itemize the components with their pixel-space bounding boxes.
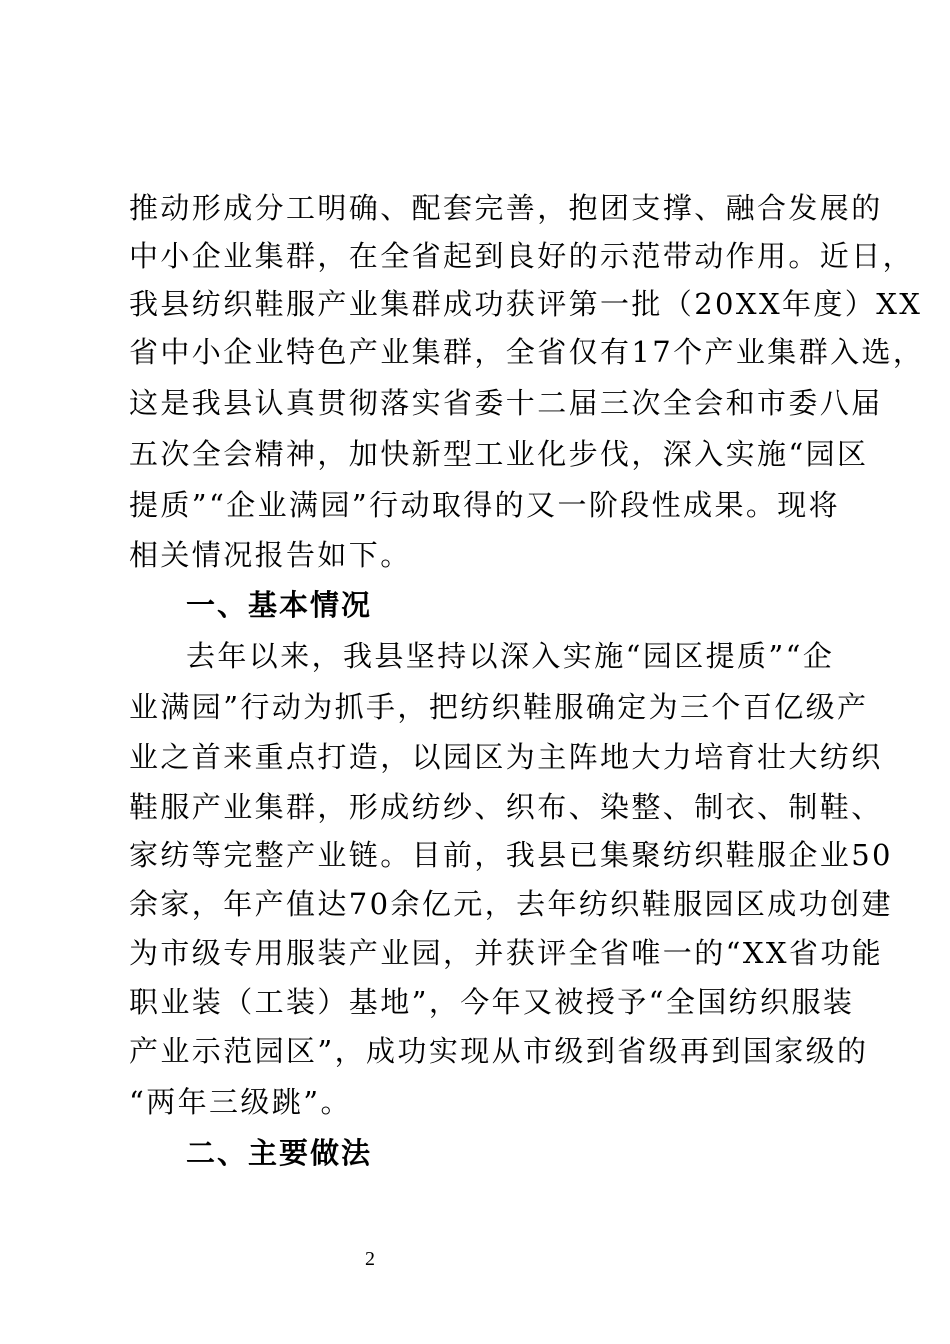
section-heading-methods: 二、主要做法	[186, 1136, 373, 1170]
body-text-line: 业满园”行动为抓手，把纺织鞋服确定为三个百亿级产	[129, 690, 869, 724]
body-text-line: 去年以来，我县坚持以深入实施“园区提质”“企	[186, 639, 835, 673]
body-text-line: 这是我县认真贯彻落实省委十二届三次全会和市委八届	[129, 386, 883, 420]
section-heading-basic: 一、基本情况	[186, 588, 373, 622]
body-text-line: 五次全会精神，加快新型工业化步伐，深入实施“园区	[129, 437, 869, 471]
body-text-line: 产业示范园区”，成功实现从市级到省级再到国家级的	[129, 1034, 869, 1068]
body-text-line: 我县纺织鞋服产业集群成功获评第一批（20XX年度）XX	[129, 287, 923, 321]
page-number: 2	[365, 1248, 375, 1270]
body-text-line: 为市级专用服装产业园，并获评全省唯一的“XX省功能	[129, 936, 884, 970]
body-text-line: 推动形成分工明确、配套完善，抱团支撑、融合发展的	[129, 191, 883, 225]
body-text-line: 鞋服产业集群，形成纺纱、织布、染整、制衣、制鞋、	[129, 790, 883, 824]
body-text-line: 省中小企业特色产业集群，全省仅有17个产业集群入选，	[129, 335, 925, 369]
body-text-line: 提质”“企业满园”行动取得的又一阶段性成果。现将	[129, 488, 841, 522]
body-text-line: 职业装（工装）基地”，今年又被授予“全国纺织服装	[129, 985, 855, 1019]
body-text-line: 相关情况报告如下。	[129, 538, 412, 572]
body-text-line: 中小企业集群，在全省起到良好的示范带动作用。近日，	[129, 239, 915, 273]
body-text-line: 家纺等完整产业链。目前，我县已集聚纺织鞋服企业50	[129, 838, 893, 872]
body-text-line: “两年三级跳”。	[129, 1085, 352, 1119]
body-text-line: 业之首来重点打造，以园区为主阵地大力培育壮大纺织	[129, 740, 883, 774]
body-text-line: 余家，年产值达70余亿元，去年纺织鞋服园区成功创建	[129, 887, 893, 921]
